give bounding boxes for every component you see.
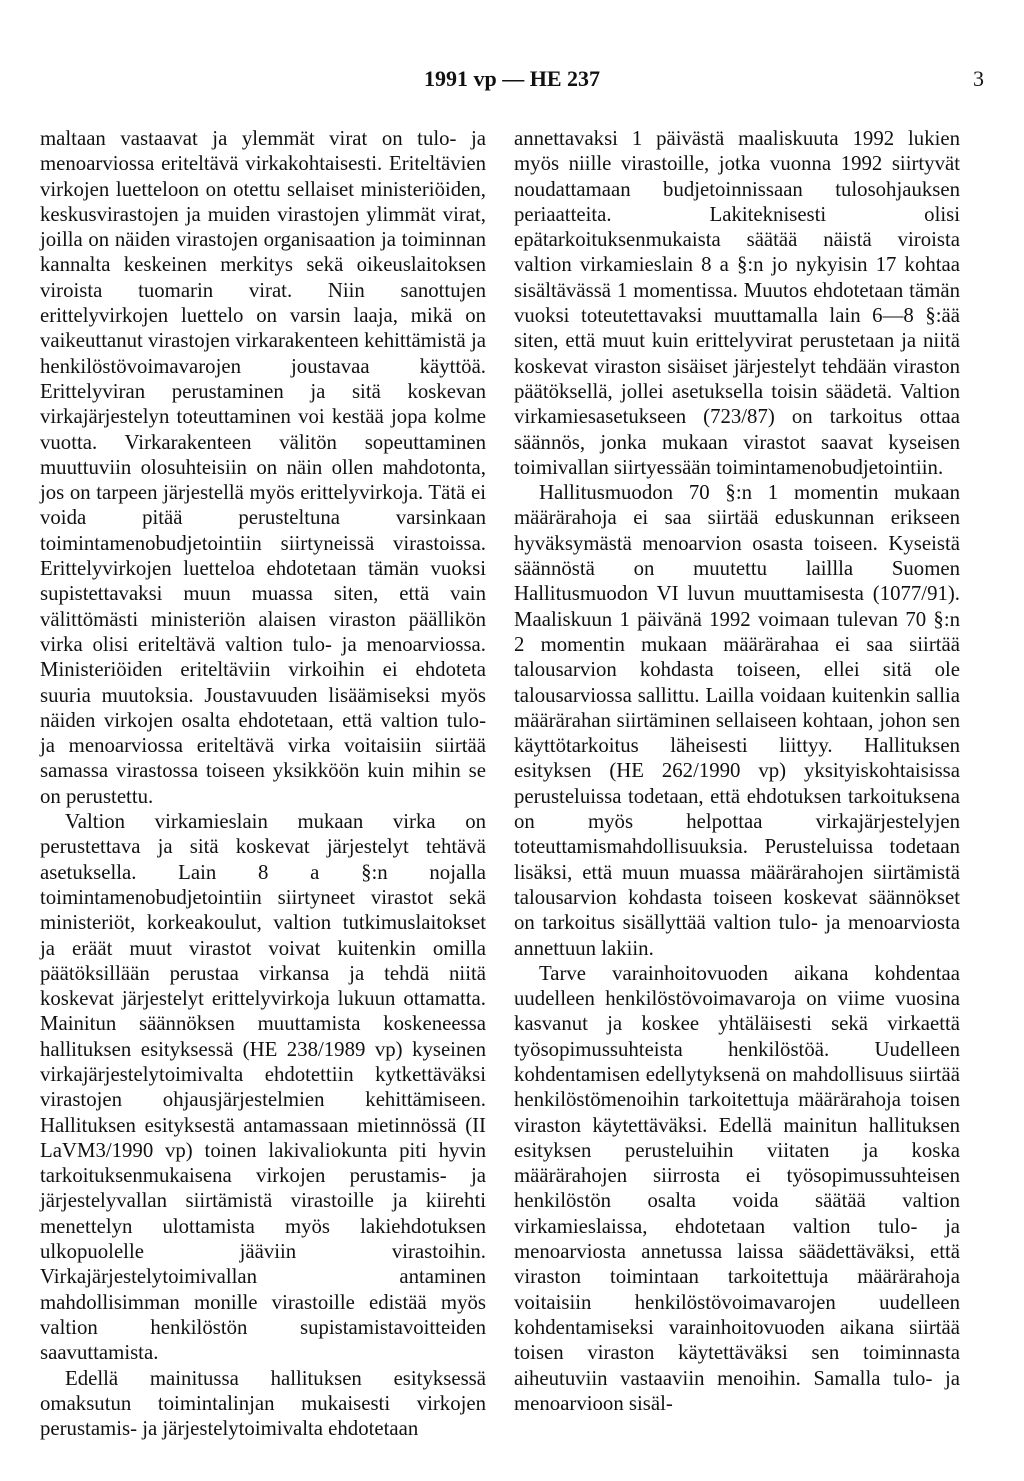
paragraph: Tarve varainhoitovuoden aikana kohdentaa uudelleen henkilöstövoimavaroja on viime vuosina kasvanut ja koskee yhtäläisesti sekä virkaettä työsopimussuhteista henkilöstöä. Uudelleen kohdentamisen edellytyksenä on mahdollisuus siirtää henkilöstömenoihin tarkoitettuja määrärahoja toisen viraston käytettäväksi. Edellä mainitun hallituksen esityksen perusteluihin viitaten ja koska määrärahojen siirrosta ei työsopimussuhteisen henkilöstön osalta voida säätää valtion virkamieslaissa, ehdotetaan valtion tulo- ja menoarviosta annetussa laissa säädettäväksi, että viraston toimintaan tarkoitettuja määrärahoja voitaisiin henkilöstövoimavarojen uudelleen kohdentamiseksi varainhoitovuoden aikana siirtää toisen viraston käytettäväksi sen toiminnasta aiheutuviin vastaaviin menoihin. Samalla tulo- ja menoarvioon sisäl-: [514, 961, 960, 1415]
paragraph: annettavaksi 1 päivästä maaliskuuta 1992 lukien myös niille virastoille, jotka vuonna 1992 siirtyvät noudattamaan budjetoinnissaan tulosohjauksen periaatteita. Lakiteknisesti olisi epätarkoituksenmukaista säätää näistä viroista valtion virkamieslain 8 a §:n jo nykyisin 17 kohtaa sisältävässä 1 momentissa. Muutos ehdotetaan tämän vuoksi toteutettavaksi muuttamalla lain 6—8 §:ää siten, että muut kuin erittelyvirat perustetaan ja niitä koskevat viraston sisäiset järjestelyt tehdään viraston päätöksellä, jollei asetuksella toisin säädetä. Valtion virkamiesasetukseen (723/87) on tarkoitus ottaa säännös, jonka mukaan virastot saavat kyseisen toimivallan siirtyessään toimintamenobudjetointiin.: [514, 127, 960, 479]
paragraph: maltaan vastaavat ja ylemmät virat on tulo- ja menoarviossa eriteltävä virkakohtaisesti. Eriteltävien virkojen luetteloon on otettu sellaiset ministeriöiden, keskusvirastojen ja muiden virastojen ylimmät virat, joilla on näiden virastojen organisaation ja toiminnan kannalta keskeinen merkitys sekä oikeuslaitoksen viroista tuomarin virat. Niin sanottujen erittelyvirkojen luettelo on varsin laaja, mikä on vaikeuttanut virastojen virkarakenteen kehittämistä ja henkilöstövoimavarojen joustavaa käyttöä. Erittelyviran perustaminen ja sitä koskevan virkajärjestelyn toteuttaminen voi kestää jopa kolme vuotta. Virkarakenteen välitön sopeuttaminen muuttuviin olosuhteisiin on näin ollen mahdotonta, jos on tarpeen järjestellä myös erittelyvirkoja. Tätä ei voida pitää perusteltuna varsinkaan toimintamenobudjetointiin siirtyneissä virastoissa. Erittelyvirkojen luetteloa ehdotetaan tämän vuoksi supistettavaksi muun muassa siten, että vain välittömästi ministeriön alaisen viraston päällikön virka olisi eriteltävä valtion tulo- ja menoarviossa. Ministeriöiden eriteltäviin virkoihin ei ehdoteta suuria muutoksia. Joustavuuden lisäämiseksi myös näiden virkojen osalta ehdotetaan, että valtion tulo- ja menoarviossa eriteltävä virka voitaisiin siirtää samassa virastossa toiseen yksikköön kuin mihin se on perustettu.: [40, 127, 486, 808]
left-column: [40, 126, 486, 1441]
paragraph: Edellä mainitussa hallituksen esityksessä omaksutun toimintalinjan mukaisesti virkojen perustamis- ja järjestelytoimivalta ehdotetaan: [40, 1366, 486, 1441]
paragraph: Valtion virkamieslain mukaan virka on perustettava ja sitä koskevat järjestelyt tehtävä asetuksella. Lain 8 a §:n nojalla toimintamenobudjetointiin siirtyneet virastot sekä ministeriöt, korkeakoulut, valtion tutkimuslaitokset ja eräät muut virastot voivat kuitenkin omilla päätöksillään perustaa virkansa ja tehdä niitä koskevat järjestelyt erittelyvirkoja lukuun ottamatta. Mainitun säännöksen muuttamista koskeneessa hallituksen esityksessä (HE 238/1989 vp) kyseinen virkajärjestelytoimivalta ehdotettiin kytkettäväksi virastojen ohjausjärjestelmien kehittämiseen. Hallituksen esityksestä antamassaan mietinnössä (II LaVM3/1990 vp) toinen lakivaliokunta piti hyvin tarkoituksenmukaisena virkojen perustamis- ja järjestelyvallan siirtämistä virastoille ja kiirehti menettelyn ulottamista myös lakiehdotuksen ulkopuolelle jääviin virastoihin. Virkajärjestelytoimivallan antaminen mahdollisimman monille virastoille edistää myös valtion henkilöstön supistamistavoitteiden saavuttamista.: [40, 810, 486, 1365]
page-number: 3: [973, 66, 984, 91]
right-column: [514, 126, 960, 1416]
paragraph: Hallitusmuodon 70 §:n 1 momentin mukaan määrärahoja ei saa siirtää eduskunnan erikseen hyväksymästä menoarvion osasta toiseen. Kyseistä säännöstä on muutettu laillla Suomen Hallitusmuodon VI luvun muuttamisesta (1077/91). Maaliskuun 1 päivänä 1992 voimaan tulevan 70 §:n 2 momentin mukaan määrärahaa ei saa siirtää talousarvion kohdasta toiseen, ellei sitä ole talousarviossa sallittu. Lailla voidaan kuitenkin sallia määrärahan siirtäminen sellaiseen kohtaan, johon sen käyttötarkoitus läheisesti liittyy. Hallituksen esityksen (HE 262/1990 vp) yksityiskohtaisissa perusteluissa todetaan, että ehdotuksen tarkoituksena on myös helpottaa virkajärjestelyjen toteuttamismahdollisuuksia. Perusteluissa todetaan lisäksi, että muun muassa määrärahojen siirtämistä talousarvion kohdasta toiseen koskevat säännökset on tarkoitus sisällyttää valtion tulo- ja menoarviosta annettuun lakiin.: [514, 481, 960, 960]
document-title: 1991 vp — HE 237: [423, 66, 601, 91]
page-header: [40, 64, 984, 94]
